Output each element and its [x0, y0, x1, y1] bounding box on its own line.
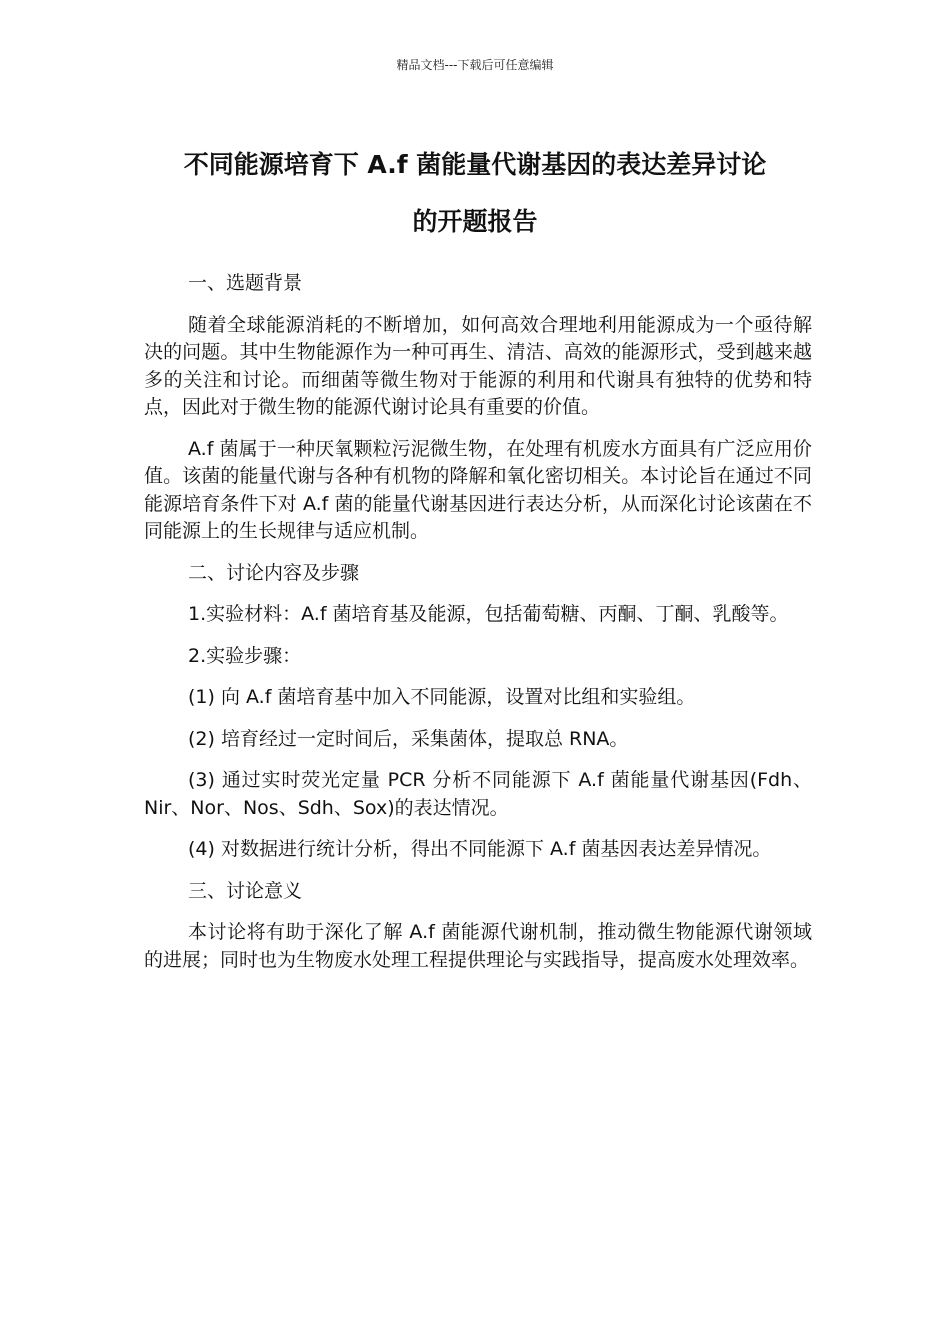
paragraph-step-1: (1) 向 A.f 菌培育基中加入不同能源，设置对比组和实验组。 [188, 686, 696, 708]
paragraph-step-4: (4) 对数据进行统计分析，得出不同能源下 A.f 菌基因表达差异情况。 [188, 838, 772, 860]
document-title [120, 136, 830, 250]
paragraph-af-intro: A.f 菌属于一种厌氧颗粒污泥微生物，在处理有机废水方面具有广泛应用价值。该菌的能量代谢与各种有机物的降解和氧化密切相关。本讨论旨在通过不同能源培育条件下对 A.f 菌的能量代谢基因进行表达分析，从而深化讨论该菌在不同能源上的生长规律与适应机制。 [144, 437, 812, 542]
header-note: 精品文档---下载后可任意编辑 [396, 58, 554, 72]
paragraph-steps-heading: 2.实验步骤： [188, 644, 302, 667]
paragraph-significance: 本讨论将有助于深化了解 A.f 菌能源代谢机制，推动微生物能源代谢领域的进展；同时也为生物废水处理工程提供理论与实践指导，提高废水处理效率。 [144, 921, 812, 971]
paragraph-step-2: (2) 培育经过一定时间后，采集菌体，提取总 RNA。 [188, 727, 629, 750]
title-line-2: 的开题报告 [412, 207, 538, 236]
paragraph-step-3: (3) 通过实时荧光定量 PCR 分析不同能源下 A.f 菌能量代谢基因(Fdh、Nir、Nor、Nos、Sdh、Sox)的表达情况。 [144, 769, 812, 819]
section-heading-content: 二、讨论内容及步骤 [188, 561, 360, 584]
paragraph-materials: 1.实验材料：A.f 菌培育基及能源，包括葡萄糖、丙酮、丁酮、乳酸等。 [188, 603, 789, 625]
section-heading-background: 一、选题背景 [188, 272, 303, 294]
document-body [144, 270, 812, 988]
section-heading-significance: 三、讨论意义 [188, 879, 303, 902]
paragraph-background: 随着全球能源消耗的不断增加，如何高效合理地利用能源成为一个亟待解决的问题。其中生物能源作为一种可再生、清洁、高效的能源形式，受到越来越多的关注和讨论。而细菌等微生物对于能源的利用和代谢具有独特的优势和特点，因此对于微生物的能源代谢讨论具有重要的价值。 [144, 313, 812, 418]
title-line-1: 不同能源培育下 A.f 菌能量代谢基因的表达差异讨论 [183, 150, 767, 179]
